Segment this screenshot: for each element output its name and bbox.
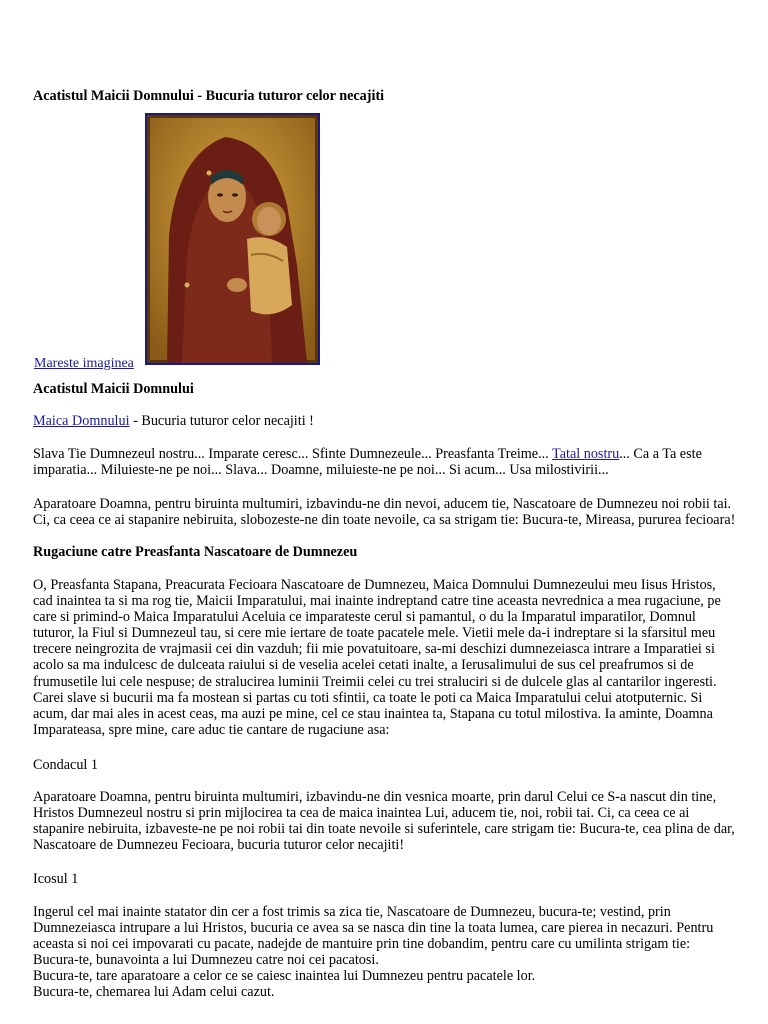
paragraph-line: Hristos Dumnezeul nostru si prin mijlocirea ta cea de maica inaintea Lui, aducem tie, noi, robii tai. Ci, ca ceea ce ai: [33, 805, 690, 822]
condacul-heading: Condacul 1: [33, 757, 99, 773]
paragraph-line: stapanire nebiruita, izbaveste-ne pe noi robii tai din toate nevoile si suferintele, care strigam tie: Bucura-te, cea plina de dar,: [33, 821, 735, 838]
paragraph-line: Bucura-te, bunavointa a lui Dumnezeu catre noi cei pacatosi.: [33, 952, 379, 969]
slava-line-2: imparatia... Miluieste-ne pe noi... Slava... Doamne, miluieste-ne pe noi... Si acum... Usa milostivirii...: [33, 462, 609, 479]
paragraph-line: Nascatoare de Dumnezeu Fecioara, bucuria tuturor celor necajiti!: [33, 837, 405, 854]
paragraph-line: acum, dar mai ales in acest ceas, ma auzi pe mine, cel ce stau inaintea ta, Stapana cu totul milostiva. Ia aminte, Doamna: [33, 705, 713, 722]
tatal-nostru-link[interactable]: Tatal nostru: [552, 446, 620, 462]
maica-domnului-link[interactable]: Maica Domnului: [33, 413, 130, 429]
paragraph-line: Bucura-te, tare aparatoare a celor ce se caiesc inaintea lui Dumnezeu pentru pacatele lor.: [33, 968, 536, 985]
slava-text-2: ... Ca a Ta este: [619, 446, 702, 462]
paragraph-line: Ci, ca ceea ce ai stapanire nebiruita, slobozeste-ne din toate nevoile, ca sa strigam tie: Bucura-te, Mireasa, pururea fecioara!: [33, 512, 736, 529]
section-heading-rugaciune: Rugaciune catre Preasfanta Nascatoare de Dumnezeu: [33, 544, 358, 560]
paragraph-line: trecere neingrozita de vrajmasii cei din vazduh; fii mie povatuitoare, sa-mi deschizi dumnezeiasca intrare a Imparatiei si: [33, 641, 715, 658]
paragraph-line: frumusetile lui cele nespuse; de stralucirea luminii Treimii celei cu trei straluciri si de dulcele glas al cantarilor ingeresti.: [33, 673, 717, 690]
paragraph-line: acolo sa ma indulcesc de dulceata raiului si de veselia acelei cetati inalte, a Ierusalimului de sus cel preafrumos si de: [33, 657, 694, 674]
slava-text-1: Slava Tie Dumnezeul nostru... Imparate ceresc... Sfinte Dumnezeule... Preasfanta Treime...: [33, 446, 553, 462]
ingerul-paragraph: [33, 904, 748, 1001]
paragraph-line: Imparateasa, spre mine, care aduc tie cantare de rugaciune asa:: [33, 721, 390, 738]
section-heading-acatist: Acatistul Maicii Domnului: [33, 381, 194, 397]
paragraph-line: Aparatoare Doamna, pentru biruinta multumiri, izbavindu-ne din nevoi, aducem tie, Nascatoare de Dumnezeu noi robii tai.: [33, 496, 732, 512]
paragraph-line: aceasta si noi cei impovarati cu pacate, nadejde de mantuire prin tine dobandim, pentru care cu umilinta strigam tie:: [33, 936, 691, 953]
aparatoare-paragraph-2: [33, 789, 748, 853]
intro-line: [33, 413, 314, 430]
rugaciune-paragraph: [33, 577, 748, 738]
paragraph-line: care si primind-o Maica Imparatului Aceluia ce imparateste cerul si pamantul, o du la Imparatul imparatilor, Domnul: [33, 609, 696, 626]
intro-text: - Bucuria tuturor celor necajiti !: [129, 413, 314, 429]
paragraph-line: Ingerul cel mai inainte statator din cer a fost trimis sa zica tie, Nascatoare de Dumnezeu, bucura-te; vestind, prin: [33, 904, 671, 920]
enlarge-image-link[interactable]: Mareste imaginea: [34, 356, 134, 371]
paragraph-line: Bucura-te, chemarea lui Adam celui cazut.: [33, 984, 275, 1001]
paragraph-line: tuturor, la Fiul si Dumnezeul tau, si cere mie iertare de toate pacatele mele. Vietii mele da-i indreptare si la sfarsitul meu: [33, 625, 716, 642]
paragraph-line: cad inaintea ta si ma rog tie, Maicii Imparatului, mai inainte indreptand catre tine aceasta nevrednica a mea rugaciune, pe: [33, 593, 721, 610]
paragraph-line: Dumnezeiasca intrupare a lui Hristos, bucuria ce avea sa se nasca din tine la toata lumea, care pierea in necazuri. Pentru: [33, 920, 714, 937]
paragraph-line: Carei slave si bucurii ma fa mostean si partas cu toti sfintii, ca toate le poti ca Maica Imparatului celui atotputernic. Si: [33, 689, 703, 706]
paragraph-line: Aparatoare Doamna, pentru biruinta multumiri, izbavindu-ne din vesnica moarte, prin darul Celui ce S-a nascut din tine,: [33, 789, 717, 805]
aparatoare-paragraph-1: [33, 496, 748, 528]
icon-image[interactable]: [145, 113, 320, 365]
slava-paragraph: [33, 446, 748, 478]
theotokos-icon-painting: [147, 115, 318, 363]
document-title: Acatistul Maicii Domnului - Bucuria tuturor celor necajiti: [33, 88, 385, 104]
paragraph-line: O, Preasfanta Stapana, Preacurata Fecioara Nascatoare de Dumnezeu, Maica Domnului Dumnezeului meu Iisus Hristos,: [33, 577, 716, 593]
icosul-heading: Icosul 1: [33, 871, 79, 887]
